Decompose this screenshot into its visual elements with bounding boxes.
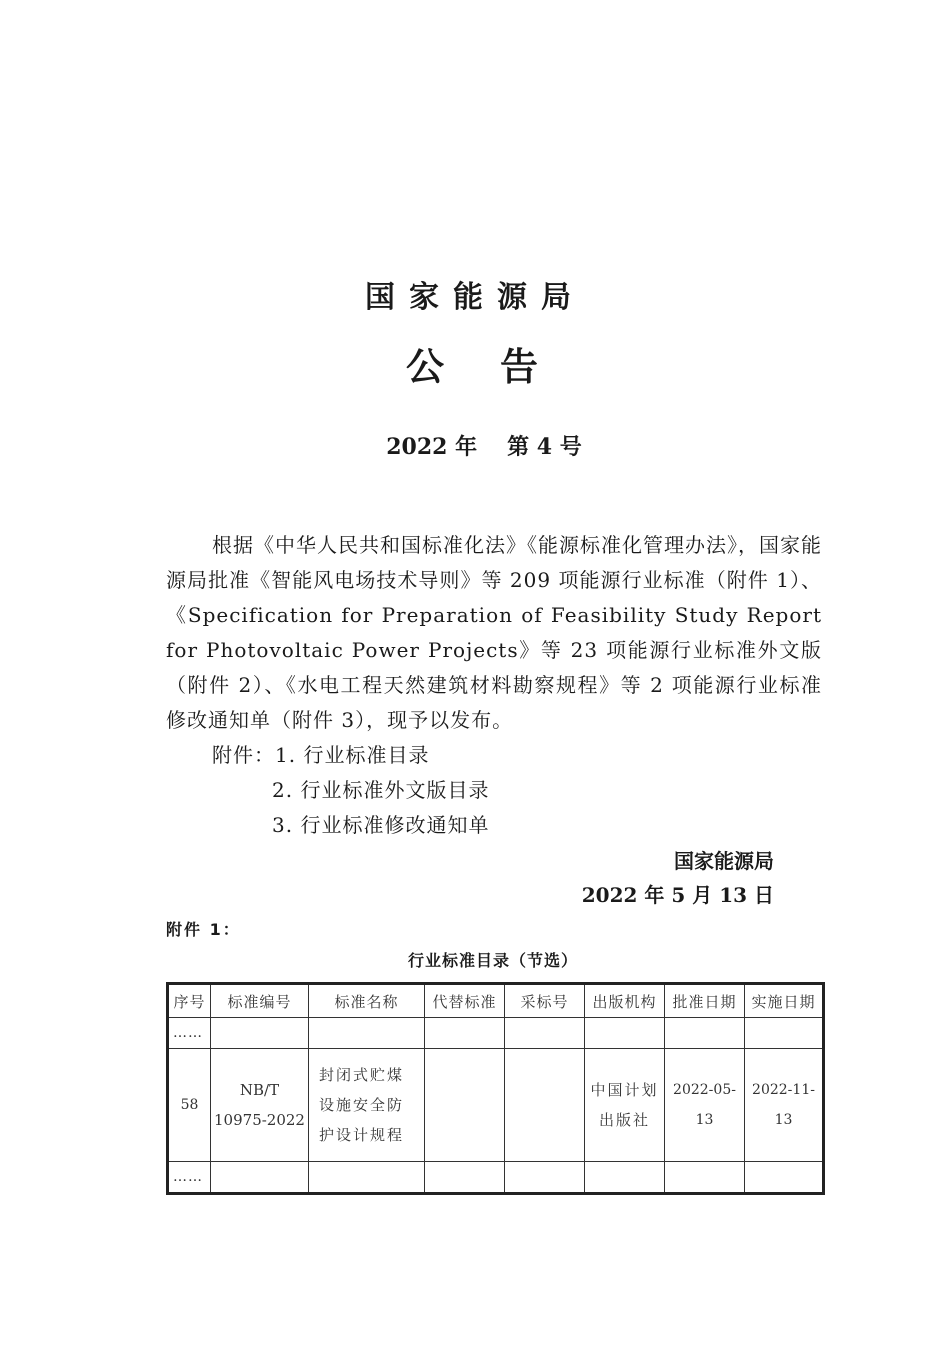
table-row-ellipsis [168,1018,824,1049]
attachment-item-3: 3. 行业标准修改通知单 [272,813,490,837]
document-type: 公告 [405,345,594,389]
signature-organization: 国家能源局 [674,849,774,873]
cell-publisher-line2: 出版社 [598,1111,650,1129]
table-row-ellipsis [168,1162,824,1194]
document-year: 2022 年 [386,434,478,460]
signature-date: 2022 年 5 月 13 日 [581,883,774,907]
ellipsis-cell: …… [168,1162,211,1194]
appendix-label: 附件 1： [166,920,241,939]
attachment-item-2: 2. 行业标准外文版目录 [272,778,490,802]
cell-effective-date: 2022-11-13 [745,1049,824,1162]
table-row [168,1049,824,1162]
cell-adopted [505,1049,585,1162]
cell-code-line1: NB/T [239,1081,280,1099]
cell-code-line2: 10975-2022 [214,1111,305,1129]
document-issue-number: 第 4 号 [507,434,582,460]
cell-publisher-line1: 中国计划 [590,1081,659,1099]
column-header-name: 标准名称 [309,984,425,1018]
cell-name-line2: 设施安全防 [319,1096,405,1114]
cell-name-line1: 封闭式贮煤 [319,1066,405,1084]
cell-code [211,1049,309,1162]
column-header-code: 标准编号 [211,984,309,1018]
standards-table [166,982,825,1195]
attachments-list-head: 附件：1. 行业标准目录 [212,743,430,767]
document-number [0,432,950,462]
column-header-seq: 序号 [168,984,211,1018]
column-header-approved: 批准日期 [665,984,745,1018]
cell-seq: 58 [168,1049,211,1162]
table-title: 行业标准目录（节选） [407,951,578,970]
cell-name-line3: 护设计规程 [319,1126,405,1144]
column-header-publisher: 出版机构 [585,984,665,1018]
column-header-adopted: 采标号 [505,984,585,1018]
cell-name [309,1049,425,1162]
cell-replaces [425,1049,505,1162]
table-header-row [168,984,824,1018]
cell-publisher [585,1049,665,1162]
announcement-paragraph: 根据《中华人民共和国标准化法》《能源标准化管理办法》，国家能源局批准《智能风电场技术导则》等 209 项能源行业标准（附件 1）、《Specification for Preparation of Feasibility Study Report for Photovoltaic Power Projects》等 23 项能源行业标准外文版（附件 2）、《水电工程天然建筑材料勘察规程》等 2 项能源行业标准修改通知单（附件 3），现予以发布。 [166,533,822,732]
cell-approved-date: 2022-05-13 [665,1049,745,1162]
column-header-replaces: 代替标准 [425,984,505,1018]
issuing-agency: 国家能源局 [365,280,585,315]
ellipsis-cell: …… [168,1018,211,1049]
column-header-effective: 实施日期 [745,984,824,1018]
